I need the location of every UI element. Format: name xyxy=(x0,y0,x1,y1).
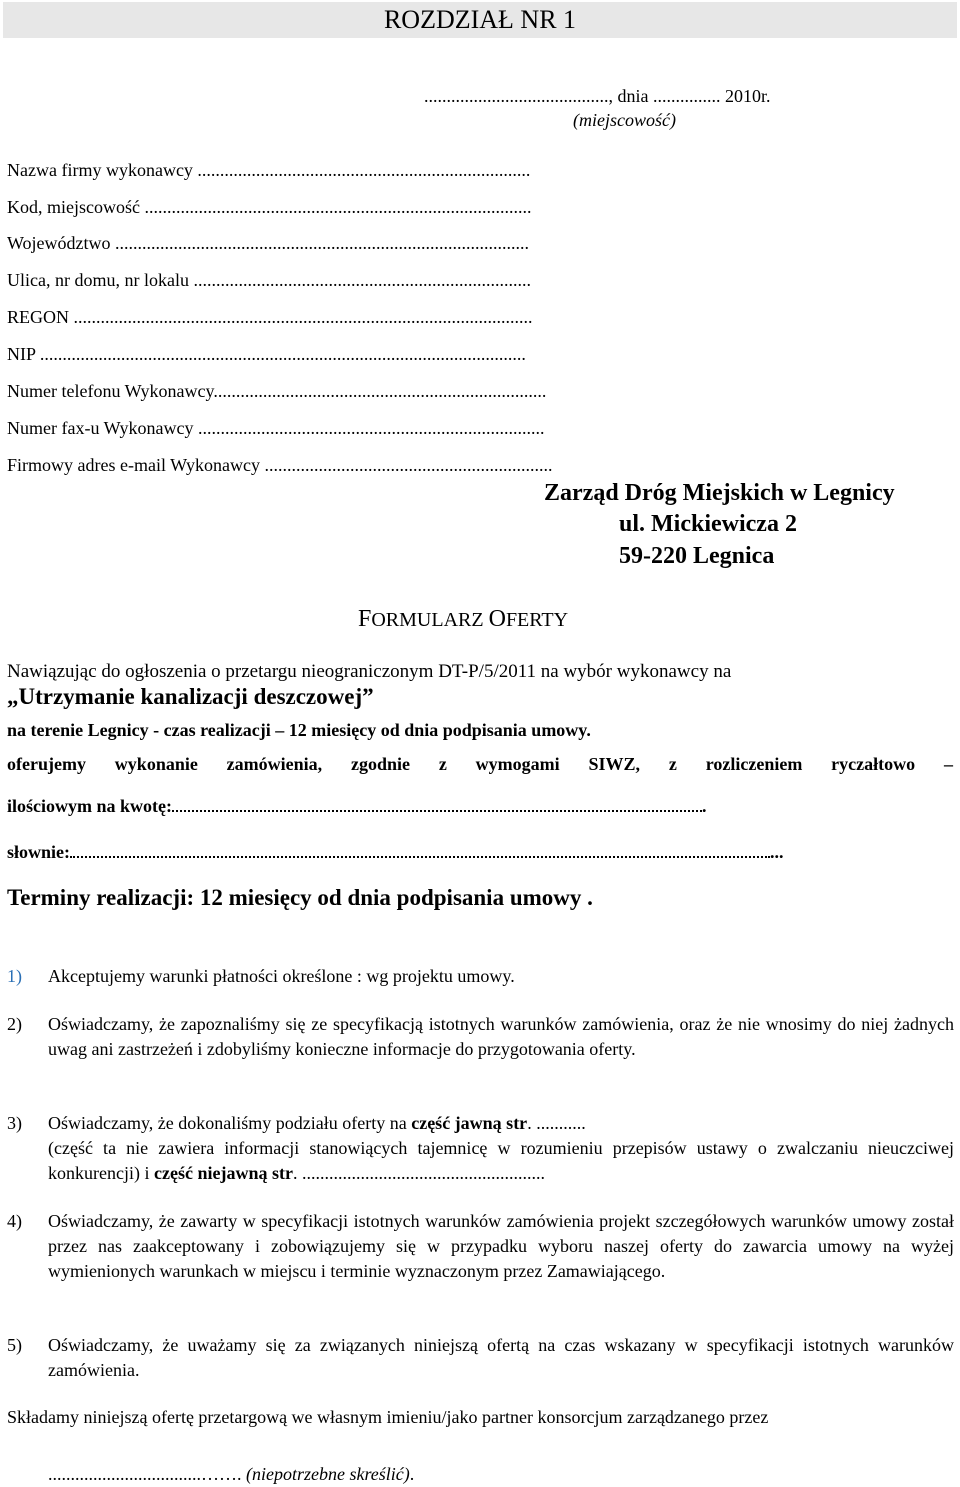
field-fax: Numer fax-u Wykonawcy ............................................................................. xyxy=(7,418,545,438)
item-4: Oświadczamy, że zawarty w specyfikacji istotnych warunków zamówienia projekt szczegółowych warunków umowy został przez nas zaakceptowany i zobowiązujemy się w przypadku wyboru naszej oferty do zawarcia umowy na wyżej wymienionych warunkach w miejscu i terminie wyznaczonym przez Zamawiającego. xyxy=(48,1211,954,1281)
item-number: 1) xyxy=(7,966,22,986)
recipient-name: Zarząd Dróg Miejskich w Legnicy xyxy=(544,480,895,506)
field-postal-city: Kod, miejscowość ...................................................................................... xyxy=(7,197,532,217)
field-voivodeship: Województwo ............................................................................................ xyxy=(7,233,530,253)
words-blank[interactable] xyxy=(70,856,770,858)
chapter-header xyxy=(3,2,957,38)
closing-blank: ..................................……. (niepotrzebne skreślić). xyxy=(48,1464,415,1484)
closing-statement: Składamy niniejszą ofertę przetargową we własnym imieniu/jako partner konsorcjum zarządzanego przez xyxy=(7,1407,769,1427)
amount-in-words: słownie: ... xyxy=(7,842,784,862)
amount-blank[interactable] xyxy=(172,810,702,812)
item-number: 2) xyxy=(7,1014,22,1034)
offer-amount: ilościowym na kwotę: . xyxy=(7,796,707,816)
field-nip: NIP ............................................................................................................ xyxy=(7,344,526,364)
subject-title: „Utrzymanie kanalizacji deszczowej” xyxy=(7,684,374,709)
item-number: 4) xyxy=(7,1211,22,1231)
item-3: Oświadczamy, że dokonaliśmy podziału oferty na część jawną str. ........... (część ta nie zawiera informacji stanowiących tajemnicę w rozumieniu przepisów ustawy o zwalczaniu nieuczciwej konkurencji) i część niejawną str. ...................................................... xyxy=(48,1113,954,1183)
subject-details: na terenie Legnicy - czas realizacji – 12 miesięcy od dnia podpisania umowy. xyxy=(7,720,591,740)
field-phone: Numer telefonu Wykonawcy.......................................................................... xyxy=(7,381,547,401)
field-company-name: Nazwa firmy wykonawcy .......................................................................... xyxy=(7,160,531,180)
intro-text: Nawiązując do ogłoszenia o przetargu nieograniczonym DT-P/5/2011 na wybór wykonawcy na xyxy=(7,661,732,682)
chapter-title: ROZDZIAŁ NR 1 xyxy=(383,5,577,34)
place-date-line: ........................................., dnia ............... 2010r. xyxy=(424,86,771,106)
recipient-city: 59-220 Legnica xyxy=(619,543,775,569)
item-number: 5) xyxy=(7,1335,22,1355)
form-title: FORMULARZ OFERTY xyxy=(358,606,569,632)
field-street: Ulica, nr domu, nr lokalu ........................................................................... xyxy=(7,270,531,290)
field-email: Firmowy adres e-mail Wykonawcy ................................................................ xyxy=(7,455,553,475)
item-number: 3) xyxy=(7,1113,22,1133)
terms-heading: Terminy realizacji: 12 miesięcy od dnia podpisania umowy . xyxy=(7,885,593,910)
field-regon: REGON ...................................................................................................... xyxy=(7,307,533,327)
offer-line: oferujemy wykonanie zamówienia, zgodnie z wymogami SIWZ, z rozliczeniem ryczałtowo – xyxy=(7,754,953,774)
item-1: Akceptujemy warunki płatności określone : wg projektu umowy. xyxy=(48,966,515,986)
place-caption: (miejscowość) xyxy=(573,110,676,130)
item-5: Oświadczamy, że uważamy się za związanych niniejszą ofertą na czas wskazany w specyfikacji istotnych warunków zamówienia. xyxy=(48,1335,954,1380)
recipient-street: ul. Mickiewicza 2 xyxy=(619,511,797,537)
item-2: Oświadczamy, że zapoznaliśmy się ze specyfikacją istotnych warunków zamówienia, oraz że nie wnosimy do niej żadnych uwag ani zastrzeżeń i zdobyliśmy konieczne informacje do przygotowania oferty. xyxy=(48,1014,954,1059)
